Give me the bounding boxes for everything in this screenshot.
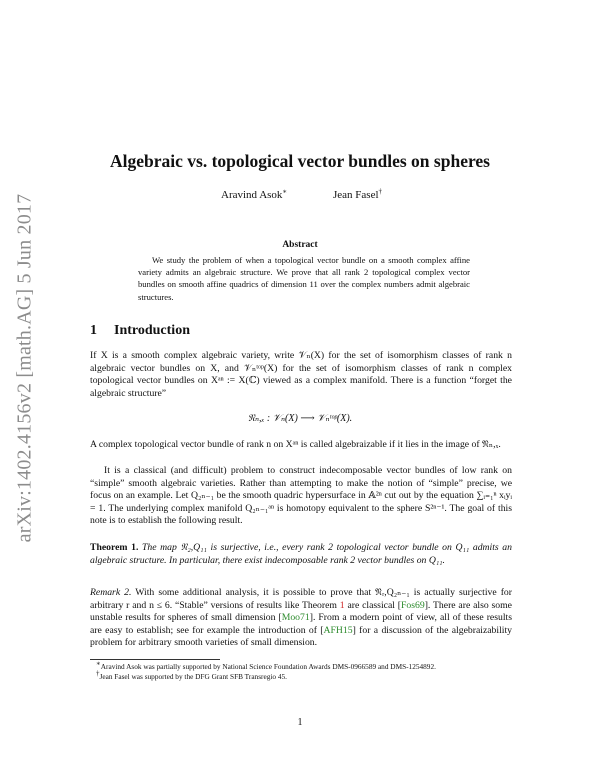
footnote-1 — [90, 659, 520, 672]
section-title: Introduction — [114, 323, 190, 338]
footnote-1-text: Aravind Asok was partially supported by National Science Foundation Awards DMS-0966589 and DMS-1254892. — [100, 662, 436, 671]
remark-text-4: ]. From a modern point of view, all of these results are easy to establish; see for example the introduction of [ — [90, 612, 513, 636]
footnote-2-mark: † — [96, 669, 100, 678]
author-1 — [221, 189, 287, 201]
footnote-1-mark: ∗ — [96, 659, 101, 668]
citation-moo71[interactable]: Moo71 — [281, 612, 310, 624]
author-2 — [333, 189, 382, 201]
paragraph-3: It is a classical (and difficult) problem to construct indecomposable vector bundles of low rank on “simple” smooth algebraic varieties. Rather than attempting to make the notion of “simple” precise, we focus on an example. Let Q₂ₙ₋₁ be the smooth quadric hypersurface in 𝔸²ⁿ cut out by the equation ∑ᵢ₌₁ⁿ xᵢyᵢ = 1. The underlying complex manifold Q₂ₙ₋₁ᵃⁿ is homotopy equivalent to the sphere S²ⁿ⁻¹. The goal of this note is to establish the following result. — [90, 465, 512, 527]
paragraph-1: If X is a smooth complex algebraic variety, write 𝒱ₙ(X) for the set of isomorphism classes of rank n algebraic vector bundles on X, and 𝒱ₙᵗᵒᵖ(X) for the set of isomorphism classes of rank n complex topological vector bundles on Xᵃⁿ := X(ℂ) viewed as a complex manifold. There is a function “forget the algebraic structure” — [90, 350, 512, 399]
section-heading — [90, 323, 190, 339]
remark-text-3: ]. There are also some unstable results for spheres of small dimension [ — [90, 599, 512, 624]
theorem-label: Theorem 1. — [90, 542, 139, 553]
display-equation: 𝔑ₙ,ₓ : 𝒱ₙ(X) ⟶ 𝒱ₙᵗᵒᵖ(X). — [247, 413, 353, 424]
theorem-1 — [90, 542, 512, 567]
abstract-text: We study the problem of when a topological vector bundle on a smooth complex affine variety admits an algebraic structure. We prove that all rank 2 topological complex vector bundles on smooth affine quadrics of dimension 11 over the complex numbers admit algebraic structures. — [138, 255, 470, 302]
arxiv-identifier — [10, 178, 40, 558]
footnote-2 — [90, 669, 520, 682]
arxiv-identifier-text: arXiv:1402.4156v2 [math.AG] 5 Jun 2017 — [13, 193, 36, 543]
author-2-name: Jean Fasel — [333, 189, 379, 201]
citation-afh15[interactable]: AFH15 — [323, 624, 353, 636]
footnote-rule — [90, 659, 220, 660]
remark-text-2: are classical [ — [344, 599, 401, 611]
paragraph-2: A complex topological vector bundle of rank n on Xᵃⁿ is called algebraizable if it lies in the image of 𝔑ₙ,ₓ. — [90, 439, 501, 450]
author-1-name: Aravind Asok — [221, 189, 283, 201]
paper-title: Algebraic vs. topological vector bundles on spheres — [110, 151, 490, 171]
theorem-ref-link[interactable]: 1 — [339, 599, 345, 611]
citation-fos69[interactable]: Fos69 — [401, 599, 425, 611]
footnote-2-text: Jean Fasel was supported by the DFG Grant SFB Transregio 45. — [99, 672, 287, 681]
author-2-mark[interactable]: † — [378, 187, 383, 196]
remark-label: Remark 2. — [90, 587, 132, 598]
abstract-heading: Abstract — [282, 240, 318, 250]
remark-text-1: With some additional analysis, it is possible to prove that 𝔑ᵣ,Q₂ₙ₋₁ is actually surjective for arbitrary r and n ≤ 6. “Stable” versions of results like Theorem — [90, 587, 512, 611]
remark-text-5: ] for a discussion of the algebraizability problem for arbitrary smooth varieties of small dimension. — [90, 624, 512, 649]
theorem-text: The map 𝔑₂,Q₁₁ is surjective, i.e., every rank 2 topological vector bundle on Q₁₁ admits an algebraic structure. In particular, there exist indecomposable rank 2 vector bundles on Q₁₁. — [90, 542, 512, 566]
remark-2 — [90, 587, 512, 650]
page-number: 1 — [297, 717, 303, 728]
section-number: 1 — [90, 323, 97, 338]
author-1-mark[interactable]: ∗ — [282, 187, 288, 196]
